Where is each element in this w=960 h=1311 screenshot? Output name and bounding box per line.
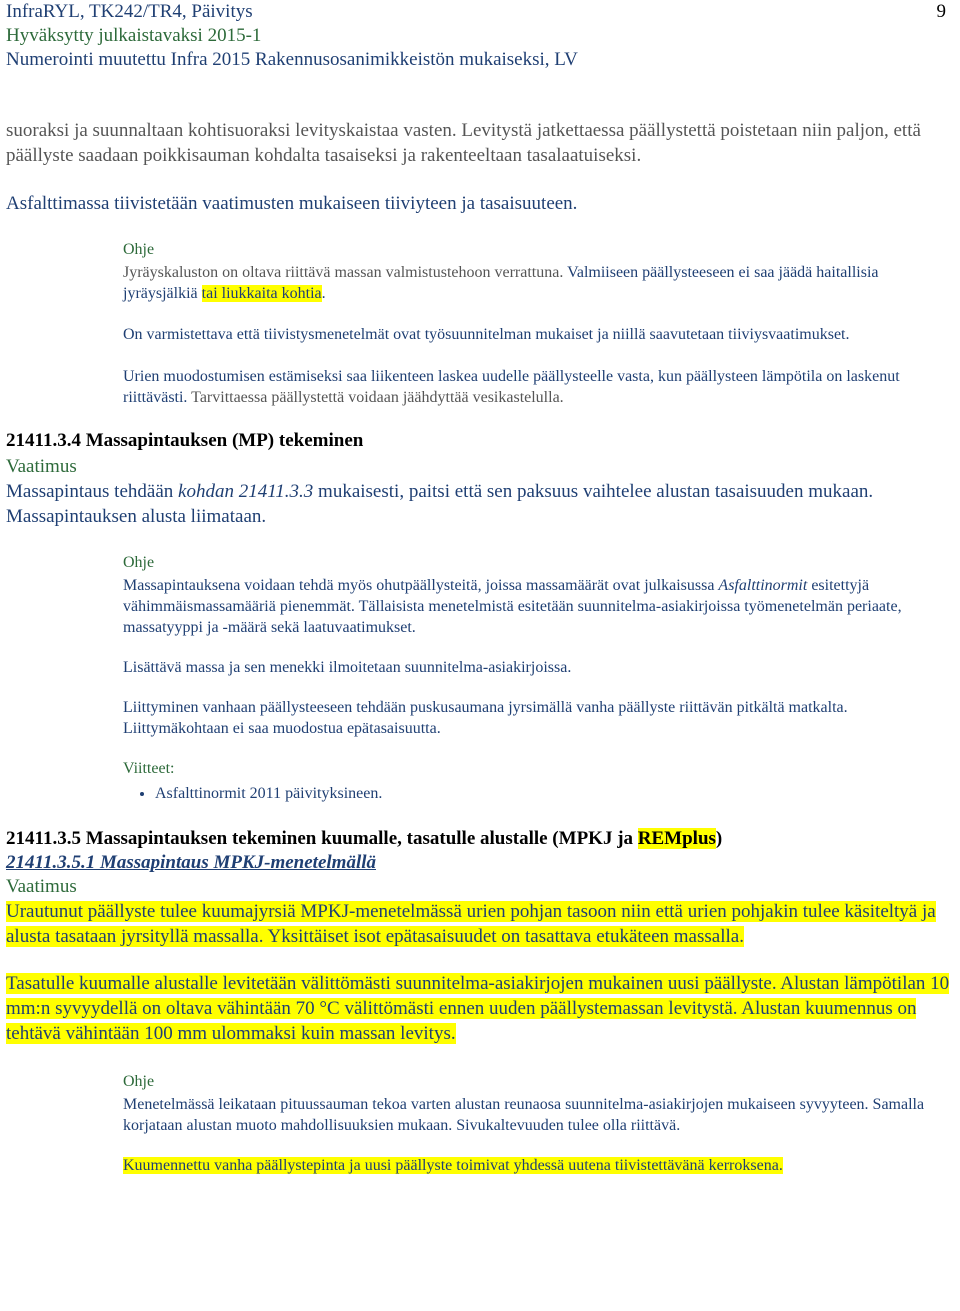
guidance-text-d2: Tarvittaessa päällystettä voidaan jäähdyttää vesikastelulla.	[191, 389, 564, 406]
guidance-paragraph-2: On varmistettava että tiivistysmenetelmät ovat työsuunnitelman mukaiset ja niillä saavutetaan tiiviysvaatimukset.	[123, 326, 850, 343]
highlighted-guidance: Kuumennettu vanha päällystepinta ja uusi päällyste toimivat yhdessä uutena tiivistettävänä kerroksena.	[123, 1157, 783, 1174]
header-doc-title: InfraRYL, TK242/TR4, Päivitys	[6, 1, 253, 22]
section-title: 21411.3.4 Massapintauksen (MP) tekeminen	[6, 430, 364, 451]
req-text-a: Massapintaus tehdään	[6, 481, 179, 502]
guidance-paragraph-5: Lisättävä massa ja sen menekki ilmoitetaan suunnitelma-asiakirjoissa.	[123, 659, 572, 676]
requirement-label: Vaatimus	[6, 876, 77, 897]
guidance-label: Ohje	[123, 554, 155, 571]
section-title-b: )	[715, 828, 723, 849]
guidance-text-d: Urien muodostumisen estämiseksi saa liikenteen laskea uudelle päällysteelle vasta, kun päällysteen lämpötila on laskenut riittävästi.	[123, 368, 900, 406]
header-note: Numerointi muutettu Infra 2015 Rakennusosanimikkeistön mukaiseksi, LV	[6, 49, 578, 70]
highlighted-text: tai liukkaita kohtia	[201, 285, 322, 302]
guidance-paragraph-7: Menetelmässä leikataan pituussauman tekoa varten alustan reunaosa suunnitelma-asiakirjojen mukaiseen syvyyteen. Samalla korjataan alustan muoto mahdollisuuksien mukaan. Sivukaltevuuden tulee olla riittävä.	[123, 1096, 925, 1134]
guidance-paragraph-4	[123, 575, 950, 638]
guidance-paragraph-8	[123, 1155, 950, 1176]
paragraph-compaction: Asfalttimassa tiivistetään vaatimusten mukaiseen tiiviyteen ja tasaisuuteen.	[6, 193, 578, 214]
requirement-label: Vaatimus	[6, 456, 77, 477]
reference-item: • Asfalttinormit 2011 päivityksineen.	[155, 783, 950, 804]
section-title-a: 21411.3.5 Massapintauksen tekeminen kuumalle, tasatulle alustalle (MPKJ ja	[6, 828, 638, 849]
guidance-block-1	[123, 239, 950, 408]
references-list	[123, 783, 950, 804]
requirement-text-1	[6, 899, 950, 949]
highlighted-text: REMplus	[637, 828, 716, 849]
references-label: Viitteet:	[123, 760, 175, 777]
requirement-text	[6, 479, 950, 529]
guidance-paragraph-6: Liittyminen vanhaan päällysteeseen tehdään puskusaumana jyrsimällä vanha päällyste riittävän pitkältä matkalta. Liittymäkohtaan ei saa muodostua epätasaisuutta.	[123, 699, 848, 737]
guidance-paragraph-1	[123, 262, 950, 304]
guidance-text-end: .	[321, 285, 326, 302]
section-heading-21411-3-4	[6, 428, 950, 454]
req-text-ref: kohdan 21411.3.3	[178, 481, 314, 502]
guidance-label: Ohje	[123, 1073, 155, 1090]
req-text-b: mukaisesti, paitsi että sen paksuus vaihtelee alustan tasaisuuden mukaan. Massapintauksen alusta liimataan.	[6, 481, 874, 527]
guidance-text-o1b: esitettyjä vähimmäismassamääriä pienemmät.	[123, 577, 870, 615]
guidance-text-o1c: Tällaisista menetelmistä esitetään suunnitelma-asiakirjoissa työmenetelmän periaate, massatyyppi ja -määrä sekä laatuvaatimukset.	[123, 598, 902, 636]
guidance-text-o1i: Asfalttinormit	[718, 577, 808, 594]
guidance-text-a: Jyräyskaluston on oltava riittävä massan valmistustehoon verrattuna.	[123, 264, 564, 281]
document-body	[6, 118, 950, 1176]
guidance-block-3	[123, 1071, 950, 1176]
guidance-paragraph-3	[123, 366, 950, 408]
page-number: 9	[936, 1, 946, 22]
page-header	[6, 0, 578, 72]
highlighted-requirement-1: Urautunut päällyste tulee kuumajyrsiä MPKJ-menetelmässä urien pohjan tasoon niin että urien pohjakin tulee käsiteltyä ja alusta tasataan jyrsityllä massalla. Yksittäiset isot epätasaisuudet on tasattava etukäteen massalla.	[6, 901, 936, 947]
requirement-text-2	[6, 971, 950, 1046]
highlighted-requirement-2: Tasatulle kuumalle alustalle levitetään välittömästi suunnitelma-asiakirjojen mukainen uusi päällyste. Alustan lämpötilan 10 mm:n syvyydellä on oltava vähintään 70 °C välittömästi ennen uuden päällystemassan levitystä. Alustan kuumennus on tehtävä vähintään 100 mm ulommaksi kuin massan levitys.	[6, 973, 950, 1044]
section-heading-21411-3-5	[6, 826, 950, 852]
subsection-heading: 21411.3.5.1 Massapintaus MPKJ-menetelmällä	[6, 852, 377, 873]
guidance-label: Ohje	[123, 241, 155, 258]
paragraph-seam: suoraksi ja suunnaltaan kohtisuoraksi levityskaistaa vasten. Levitystä jatkettaessa päällystettä poistetaan niin paljon, että päällyste saadaan poikkisauman kohdalta tasaiseksi ja rakenteeltaan tasalaatuiseksi.	[6, 120, 921, 166]
guidance-text-o1a: Massapintauksena voidaan tehdä myös ohutpäällysteitä, joissa massamäärät ovat julkaisussa	[123, 577, 719, 594]
header-approval: Hyväksytty julkaistavaksi 2015-1	[6, 25, 262, 46]
guidance-block-2	[123, 552, 950, 804]
guidance-text-b: Valmiiseen päällysteeseen ei saa jäädä haitallisia jyräysjälkiä	[123, 264, 879, 302]
